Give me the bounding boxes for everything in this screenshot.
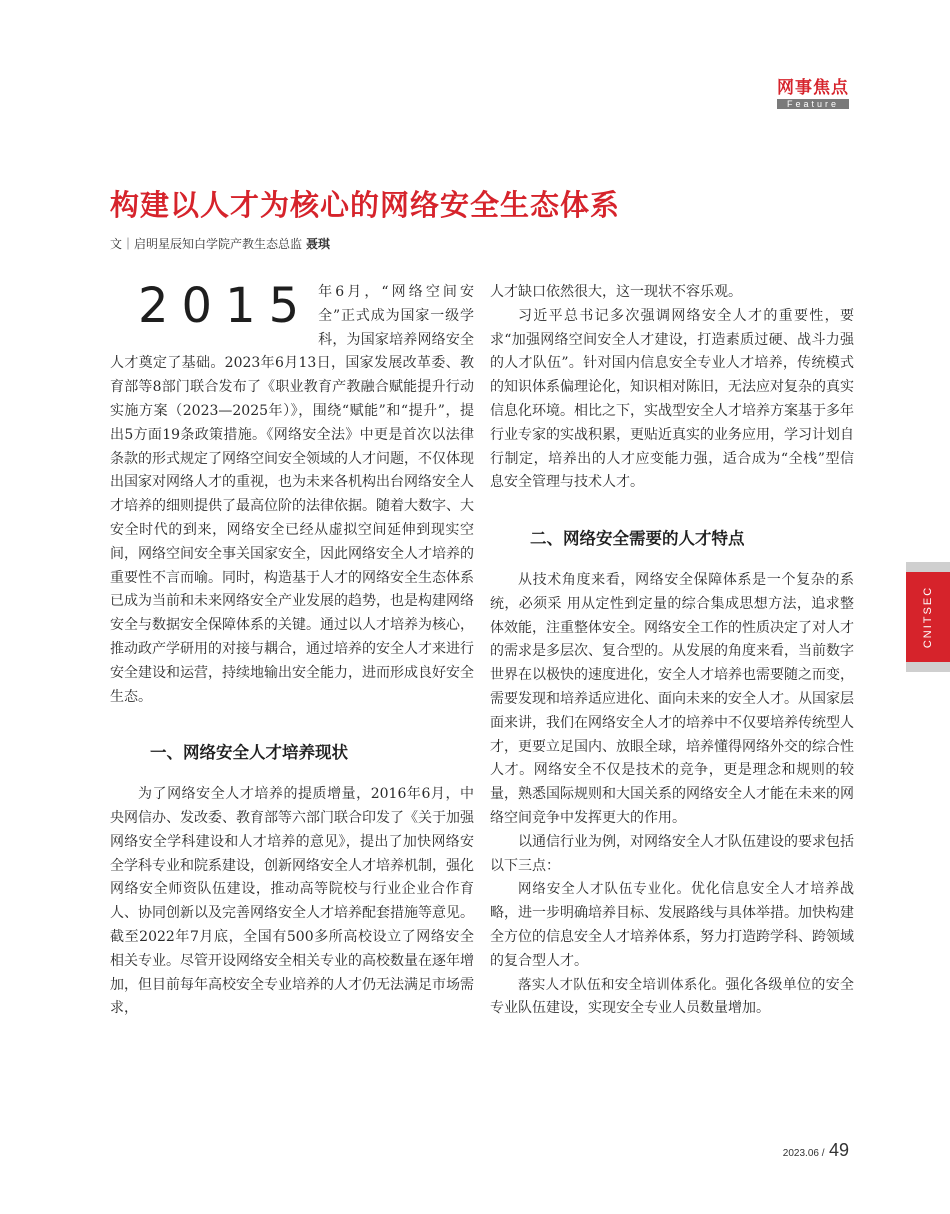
section-label-cn: 网事焦点 [777, 78, 849, 98]
lead-phrase: 网络安全人才队伍专业化。 [518, 881, 691, 898]
side-tab-label: CNITSEC [922, 585, 934, 649]
side-tab-bar-top [906, 562, 950, 572]
intro-paragraph [110, 278, 474, 709]
byline [110, 235, 330, 252]
author-name: 聂琪 [306, 237, 331, 251]
side-tab-bar-bottom [906, 662, 950, 672]
article-title: 构建以人才为核心的网络安全生态体系 [110, 188, 621, 222]
paragraph-continued: 人才缺口依然很大，这一现状不容乐观。 [490, 284, 742, 300]
issue-date: 2023.06 / [782, 1148, 825, 1159]
lead-phrase: 落实人才队伍和安全培训体系化。 [518, 976, 726, 993]
paragraph: 习近平总书记多次强调网络安全人才的重要性，要求“加强网络空间安全人才建设，打造素质过硬、战斗力强的人才队伍”。针对国内信息安全专业人才培养，传统模式的知识体系偏理论化，知识相对陈旧，无法应对复杂的真实信息化环境。相比之下，实战型安全人才培养方案基于多年行业专家的实战积累，更贴近真实的业务应用，学习计划自行制定，培养出的人才应变能力强，适合成为“全栈”型信息安全管理与技术人才。 [490, 307, 854, 491]
paragraph [490, 974, 854, 1022]
paragraph: 从技术角度来看，网络安全保障体系是一个复杂的系统，必须采 用从定性到定量的综合集成思想方法，追求整体效能，注重整体安全。网络安全工作的性质决定了对人才的需求是多层次、复合型的。从发展的角度来看，当前数字世界在以极快的速度进化，安全人才培养也需要随之而变，需要发现和培养适应进化、面向未来的安全人才。从国家层面来讲，我们在网络安全人才的培养中不仅要培养传统型人才，更要立足国内、放眼全球，培养懂得网络外交的综合性人才。网络安全不仅是技术的竞争，更是理念和规则的较量，熟悉国际规则和大国关系的网络安全人才能在未来的网络空间竞争中发挥更大的作用。 [490, 571, 854, 826]
side-tab [906, 562, 950, 672]
page-number: 49 [828, 1140, 849, 1160]
dropcap-year: 2015 [138, 278, 313, 334]
page-folio [783, 1140, 849, 1161]
right-column [490, 281, 854, 1021]
intro-text: 年6月，“网络空间安全”正式成为国家一级学科，为国家培养网络安全人才奠定了基础。2023年6月13日，国家发展改革委、教育部等8部门联合发布了《职业教育产教融合赋能提升行动实施方案（2023—2025年）》，围绕“赋能”和“提升”，提出5方面19条政策措施。《网络安全法》中更是首次以法律条款的形式规定了网络空间安全领域的人才问题，不仅体现出国家对网络人才的重视，也为未来各机构出台网络安全人才培养的细则提供了最高位阶的法律依据。随着大数字、大安全时代的到来，网络安全已经从虚拟空间延伸到现实空间，网络空间安全事关国家安全，因此网络安全人才培养的重要性不言而喻。同时，构造基于人才的网络安全生态体系已成为当前和未来网络安全产业发展的趋势，也是构建网络安全与数据安全保障体系的关键。通过以人才培养为核心，推动政产学研用的对接与耦合，通过培养的安全人才来进行安全建设和运营，持续地输出安全能力，进而形成良好安全生态。 [110, 284, 474, 705]
paragraph-text: 强化各级单位的安全专业队伍建设，实现安全专业人员数量增加。 [490, 976, 855, 1017]
paragraph: 以通信行业为例，对网络安全人才队伍建设的要求包括以下三点： [490, 833, 854, 874]
paragraph: 为了网络安全人才培养的提质增量，2016年6月，中央网信办、发改委、教育部等六部门联合印发了《关于加强网络安全学科建设和人才培养的意见》，提出了加快网络安全学科专业和院系建设，创新网络安全人才培养机制，强化网络安全师资队伍建设，推动高等院校与行业企业合作育人、协同创新以及完善网络安全人才培养配套措施等意见。截至2022年7月底，全国有500多所高校设立了网络安全相关专业。尽管开设网络安全相关专业的高校数量在逐年增加，但目前每年高校安全专业培养的人才仍无法满足市场需求， [110, 786, 474, 1017]
section-label-en: Feature [777, 99, 849, 109]
byline-prefix: 文｜启明星辰知白学院产教生态总监 [110, 237, 303, 251]
paragraph [490, 878, 854, 973]
section-label [777, 78, 849, 109]
left-column [110, 278, 474, 1021]
paragraph-text: 优化信息安全人才培养战略，进一步明确培养目标、发展路线与具体举措。加快构建全方位的信息安全人才培养体系，努力打造跨学科、跨领域的复合型人才。 [490, 881, 855, 969]
section-heading-2: 二、网络安全需要的人才特点 [530, 529, 745, 549]
section-heading-1: 一、网络安全人才培养现状 [150, 743, 348, 763]
side-tab-red [906, 572, 950, 662]
